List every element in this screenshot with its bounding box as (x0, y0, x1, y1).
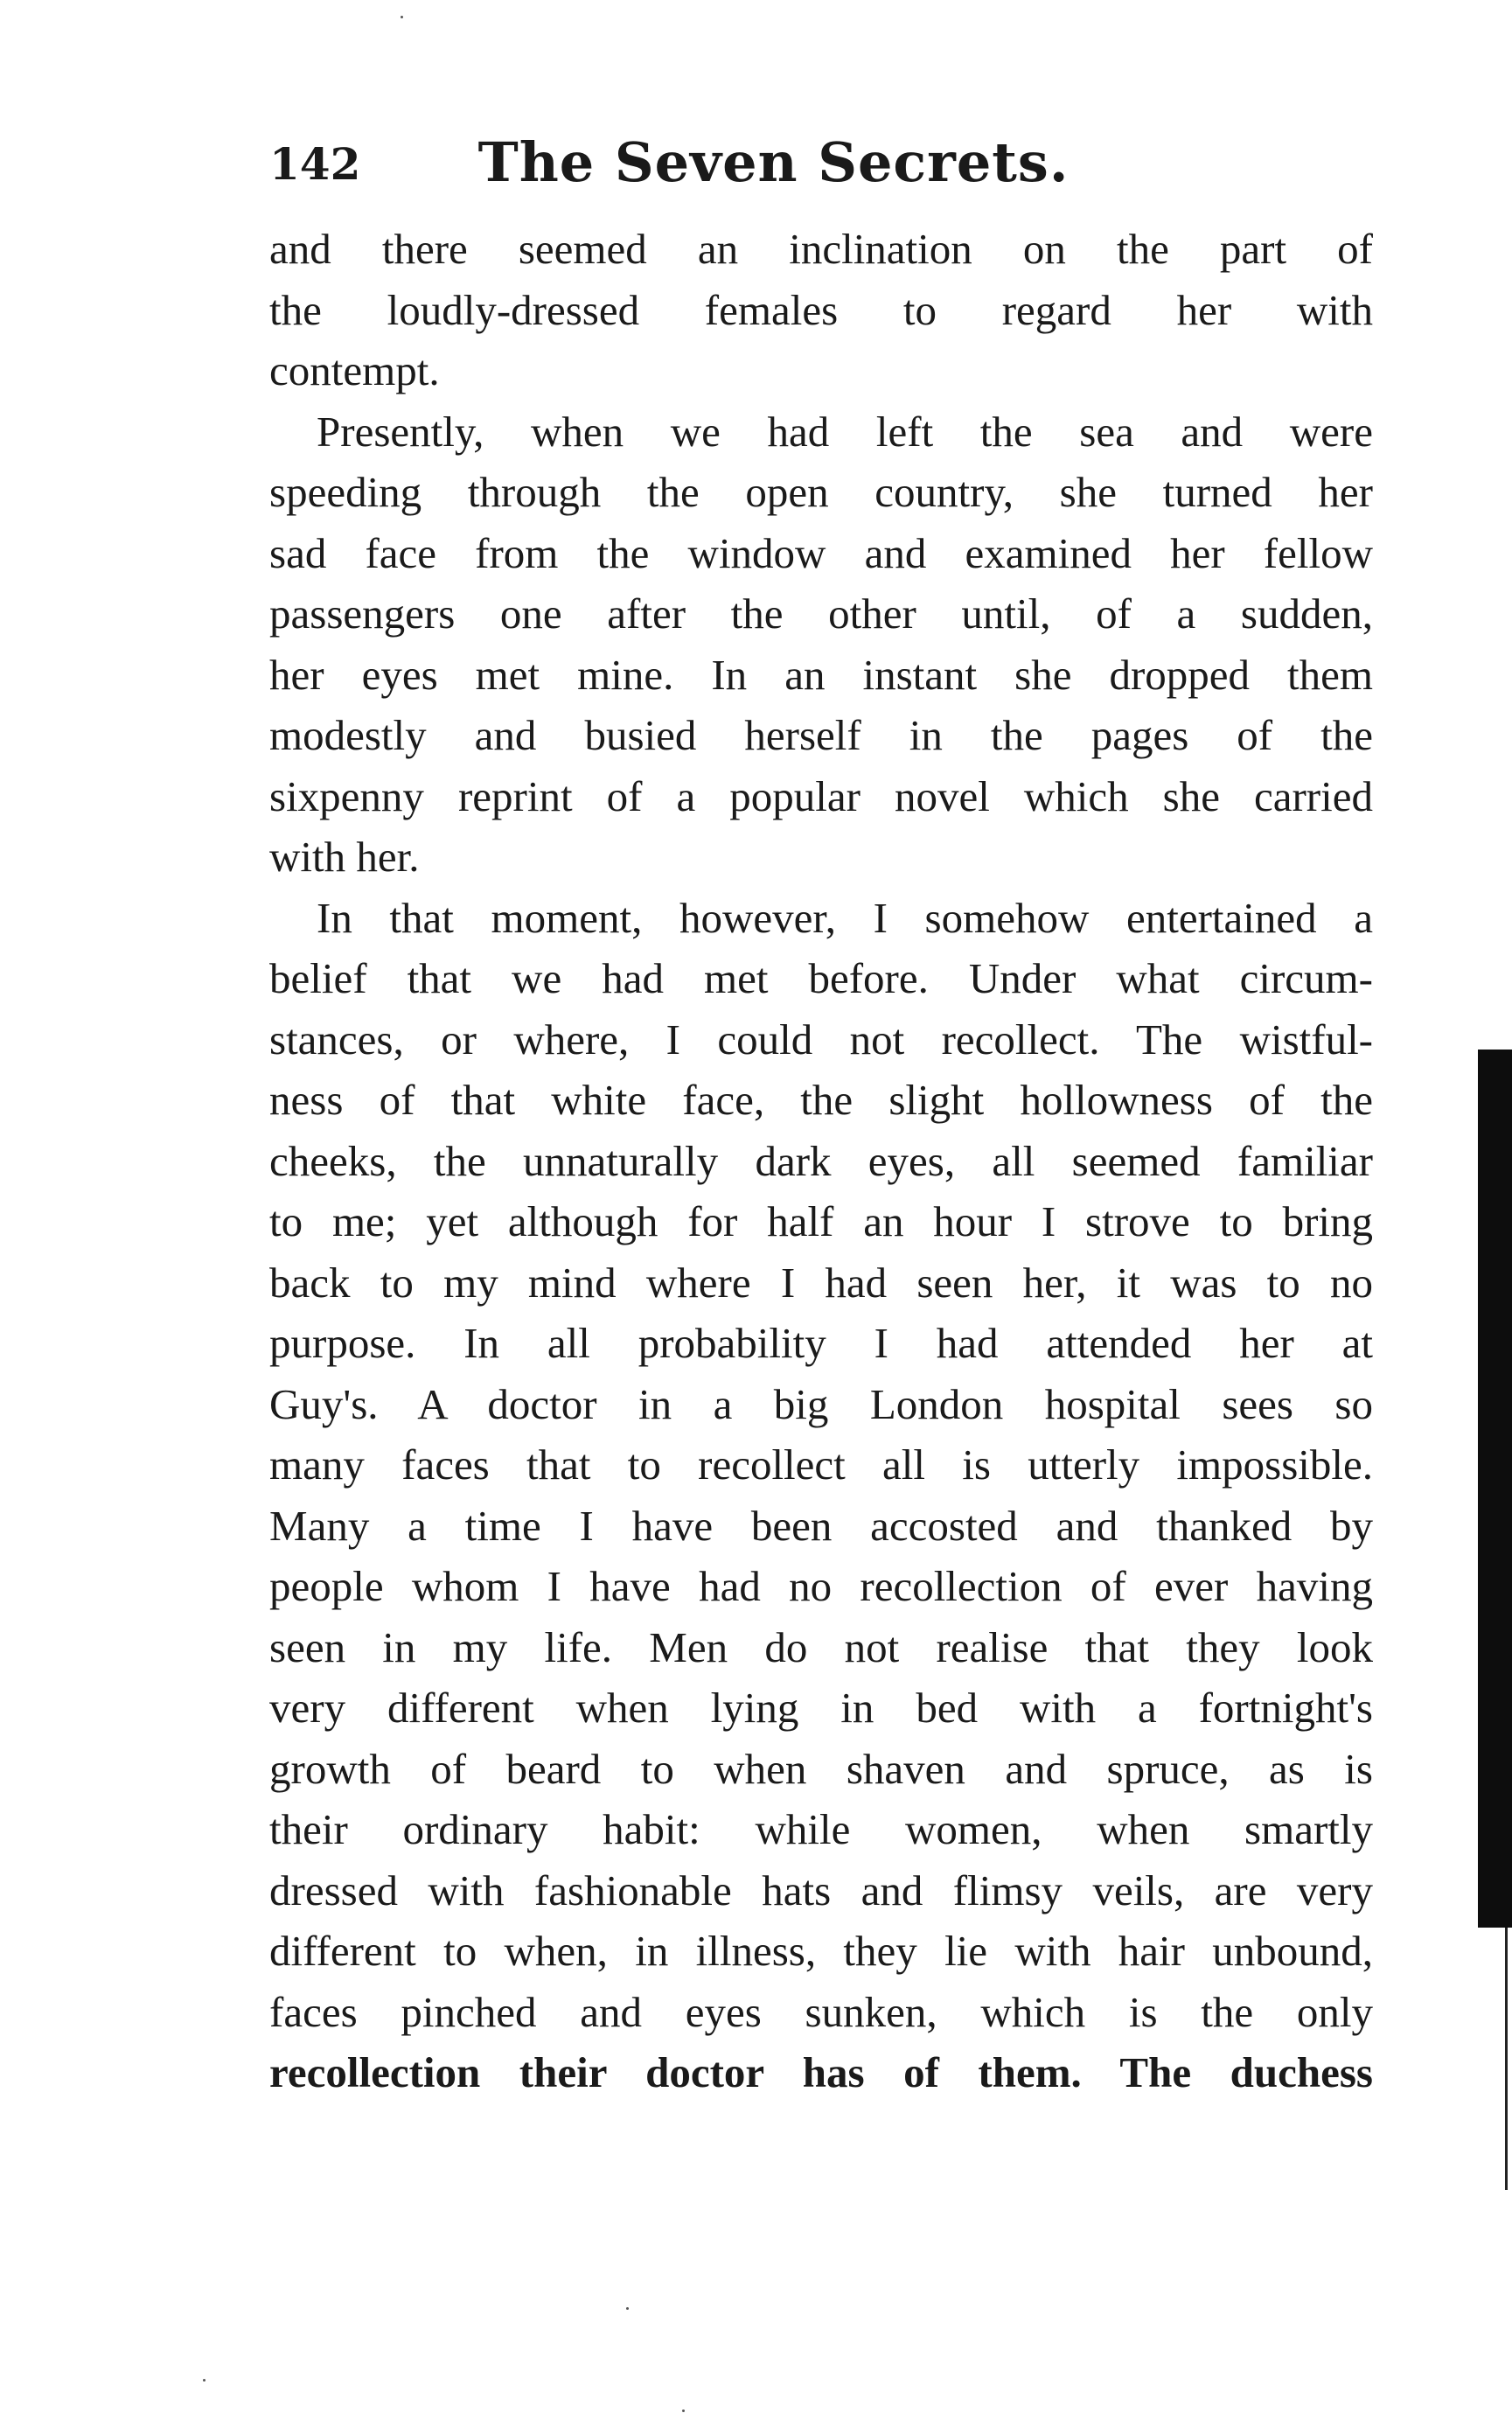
text-line: cheeks, the unnaturally dark eyes, all seemed familiar (269, 1136, 1373, 1185)
text-line: very different when lying in bed with a fortnight's (269, 1684, 1373, 1732)
text-line: different to when, in illness, they lie with hair unbound, (269, 1927, 1373, 1975)
text-line: stances, or where, I could not recollect. The wistful- (269, 1015, 1373, 1064)
text-line: many faces that to recollect all is utterly impossible. (269, 1440, 1373, 1489)
text-line: and there seemed an inclination on the part of (269, 225, 1373, 273)
text-line: contempt. (269, 346, 440, 394)
text-line: In that moment, however, I somehow entertained a (317, 893, 1373, 942)
scan-speck (401, 16, 403, 18)
text-line: faces pinched and eyes sunken, which is the only (269, 1987, 1373, 2036)
text-line: the loudly-dressed females to regard her with (269, 285, 1373, 334)
text-line: sixpenny reprint of a popular novel which she carried (269, 771, 1373, 820)
text-line: purpose. In all probability I had attended her at (269, 1319, 1373, 1367)
running-title: The Seven Secrets. (477, 130, 1070, 194)
text-line: Presently, when we had left the sea and were (317, 407, 1373, 456)
page-edge-line (1505, 1928, 1508, 2190)
text-line: passengers one after the other until, of a sudden, (269, 589, 1373, 638)
text-line: to me; yet although for half an hour I strove to bring (269, 1197, 1373, 1245)
text-line: people whom I have had no recollection of ever having (269, 1562, 1373, 1610)
text-line: recollection their doctor has of them. The duchess (269, 2048, 1373, 2096)
text-line: belief that we had met before. Under what circum- (269, 954, 1373, 1002)
text-line: with her. (269, 833, 420, 881)
text-line: their ordinary habit: while women, when smartly (269, 1805, 1373, 1853)
text-line: speeding through the open country, she turned her (269, 468, 1373, 516)
text-line: modestly and busied herself in the pages of the (269, 711, 1373, 759)
text-line: her eyes met mine. In an instant she dropped them (269, 650, 1373, 699)
text-line: sad face from the window and examined her fellow (269, 528, 1373, 577)
text-line: ness of that white face, the slight hollowness of the (269, 1076, 1373, 1124)
text-line: back to my mind where I had seen her, it was to no (269, 1258, 1373, 1307)
scan-speck (203, 2379, 206, 2382)
text-line: seen in my life. Men do not realise that they look (269, 1622, 1373, 1671)
text-line: growth of beard to when shaven and spruce, as is (269, 1744, 1373, 1793)
page-number: 142 (269, 138, 361, 190)
text-line: Guy's. A doctor in a big London hospital sees so (269, 1379, 1373, 1428)
page-edge-shadow (1478, 1050, 1512, 1928)
scan-speck (626, 2307, 629, 2310)
body-text (269, 219, 1373, 2103)
text-line: dressed with fashionable hats and flimsy veils, are very (269, 1866, 1373, 1914)
text-line: Many a time I have been accosted and thanked by (269, 1501, 1373, 1550)
scan-speck (682, 2410, 685, 2412)
